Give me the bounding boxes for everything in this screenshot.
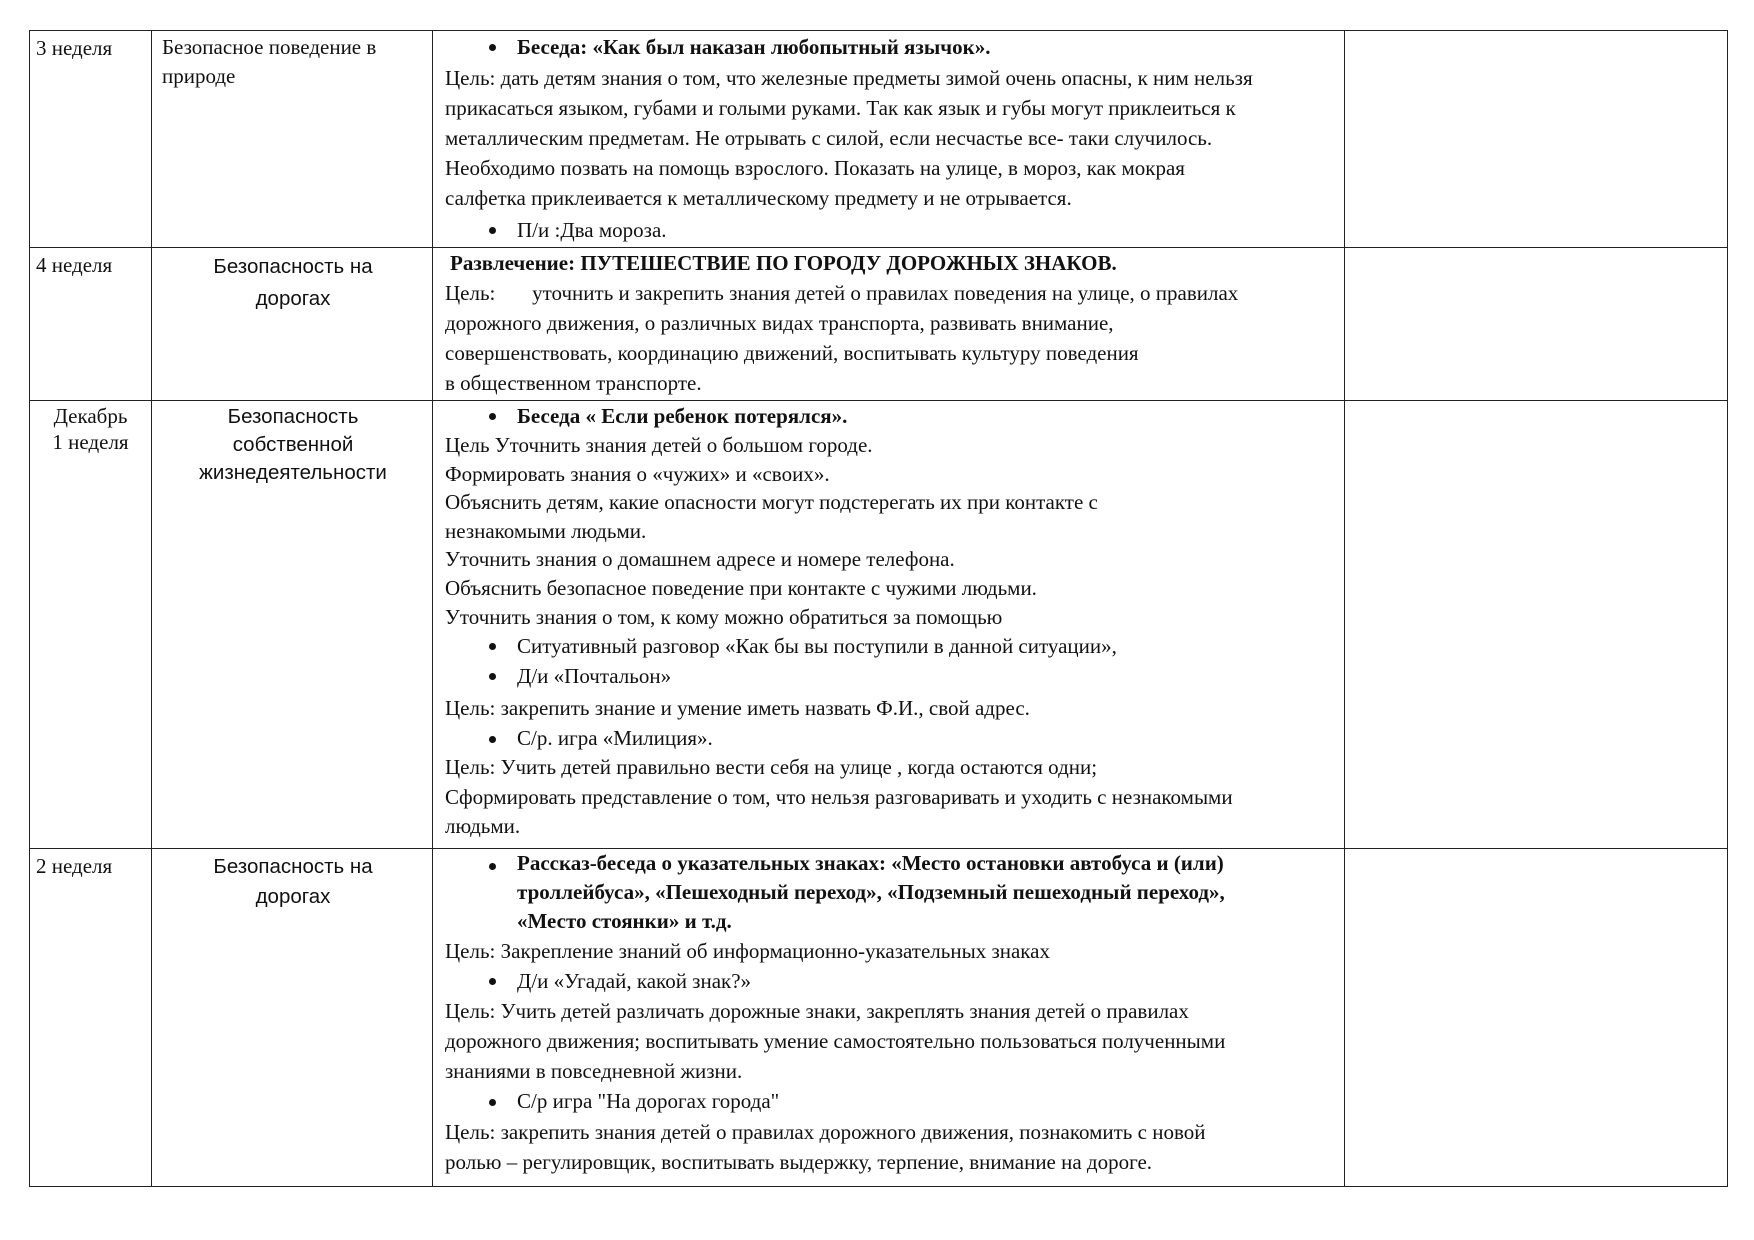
week-label: 2 неделя	[36, 854, 113, 878]
text-line: Уточнить знания о том, к кому можно обратиться за помощью	[445, 604, 1003, 629]
week-cell	[30, 31, 152, 248]
topic-line: собственной	[232, 433, 354, 456]
text-line: Формировать знания о «чужих» и «своих».	[445, 461, 830, 486]
content-cell	[433, 248, 1345, 401]
text-line: прикасаться языком, губами и голыми руками. Так как язык и губы могут приклеиться к	[445, 96, 1236, 120]
activity-plan-table	[29, 30, 1728, 1187]
activity-item: С/р игра "На дорогах города"	[445, 1086, 1336, 1117]
notes-cell	[1345, 31, 1728, 248]
title-line: троллейбуса», «Пешеходный переход», «Подземный пешеходный переход»,	[517, 880, 1225, 904]
activity-title: Беседа « Если ребенок потерялся».	[445, 401, 1336, 431]
topic-cell	[152, 248, 433, 401]
activity-title: Беседа: «Как был наказан любопытный язычок».	[445, 31, 1336, 63]
text-line: знаниями в повседневной жизни.	[445, 1059, 743, 1083]
week-cell	[30, 248, 152, 401]
text-line: Цель: Учить детей различать дорожные знаки, закреплять знания детей о правилах	[445, 999, 1189, 1023]
text-line: Объяснить детям, какие опасности могут подстерегать их при контакте с	[445, 490, 1098, 515]
text-line: Цель: дать детям знания о том, что железные предметы зимой очень опасны, к ним нельзя	[445, 66, 1253, 90]
text-line: Цель: закрепить знание и умение иметь назвать Ф.И., свой адрес.	[445, 696, 1030, 721]
notes-cell	[1345, 849, 1728, 1187]
activity-item: Ситуативный разговор «Как бы вы поступили в данной ситуации»,	[445, 631, 1336, 661]
title-main: ПУТЕШЕСТВИЕ ПО ГОРОДУ ДОРОЖНЫХ ЗНАКОВ.	[580, 251, 1117, 275]
text-line: Сформировать представление о том, что нельзя разговаривать и уходить с незнакомыми	[445, 785, 1233, 810]
topic-label: Безопасное поведение в природе	[162, 35, 377, 88]
table-row	[30, 31, 1728, 248]
text-line: Цель: уточнить и закрепить знания детей о правилах поведения на улице, о правилах	[445, 281, 1239, 305]
week-label: 3 неделя	[36, 36, 113, 60]
topic-line: дорогах	[255, 287, 331, 310]
topic-line: Безопасность на	[213, 855, 373, 878]
content-cell	[433, 31, 1345, 248]
topic-cell	[152, 31, 433, 248]
topic-line: Безопасность	[227, 405, 359, 428]
text-line: дорожного движения; воспитывать умение самостоятельно пользоваться полученными	[445, 1029, 1226, 1053]
topic-line: Безопасность на	[213, 255, 373, 278]
week-label: 1 неделя	[52, 430, 129, 454]
text-line: Необходимо позвать на помощь взрослого. Показать на улице, в мороз, как мокрая	[445, 156, 1185, 180]
activity-item: С/р. игра «Милиция».	[445, 725, 1336, 752]
week-cell	[30, 401, 152, 849]
text-line: Цель: Учить детей правильно вести себя на улице , когда остаются одни;	[445, 755, 1098, 780]
week-cell	[30, 849, 152, 1187]
table-row	[30, 849, 1728, 1187]
content-cell	[433, 401, 1345, 849]
topic-cell	[152, 401, 433, 849]
activity-item: Д/и «Почтальон»	[445, 661, 1336, 691]
text-line: Цель: Закрепление знаний об информационно-указательных знаках	[445, 939, 1051, 963]
activity-title	[445, 248, 1336, 278]
text-line: дорожного движения, о различных видах транспорта, развивать внимание,	[445, 311, 1114, 335]
text-line: Объяснить безопасное поведение при контакте с чужими людьми.	[445, 575, 1037, 600]
text-line: металлическим предметам. Не отрывать с силой, если несчастье все- таки случилось.	[445, 126, 1213, 150]
topic-line: дорогах	[255, 885, 331, 908]
table-row	[30, 401, 1728, 849]
text-line: людьми.	[445, 814, 521, 839]
title-line: Рассказ-беседа о указательных знаках: «Место остановки автобуса и (или)	[517, 851, 1224, 875]
activity-item: Д/и «Угадай, какой знак?»	[445, 966, 1336, 996]
text-line: салфетка приклеивается к металлическому предмету и не отрывается.	[445, 186, 1072, 210]
month-label: Декабрь	[53, 404, 128, 428]
week-label: 4 неделя	[36, 253, 113, 277]
content-cell	[433, 849, 1345, 1187]
topic-line: жизнедеятельности	[199, 461, 387, 484]
table-row	[30, 248, 1728, 401]
text-line: совершенствовать, координацию движений, воспитывать культуру поведения	[445, 341, 1139, 365]
notes-cell	[1345, 401, 1728, 849]
text-line: Цель Уточнить знания детей о большом городе.	[445, 433, 873, 457]
text-line: Уточнить знания о домашнем адресе и номере телефона.	[445, 547, 955, 572]
title-prefix: Развлечение:	[450, 251, 581, 275]
topic-cell	[152, 849, 433, 1187]
title-line: «Место стоянки» и т.д.	[517, 909, 732, 933]
text-line: незнакомыми людьми.	[445, 518, 647, 543]
activity-title	[445, 849, 1336, 936]
activity-item: П/и :Два мороза.	[445, 213, 1336, 247]
text-line: ролью – регулировщик, воспитывать выдержку, терпение, внимание на дороге.	[445, 1150, 1153, 1174]
notes-cell	[1345, 248, 1728, 401]
text-line: в общественном транспорте.	[445, 371, 702, 395]
text-line: Цель: закрепить знания детей о правилах дорожного движения, познакомить с новой	[445, 1120, 1206, 1144]
